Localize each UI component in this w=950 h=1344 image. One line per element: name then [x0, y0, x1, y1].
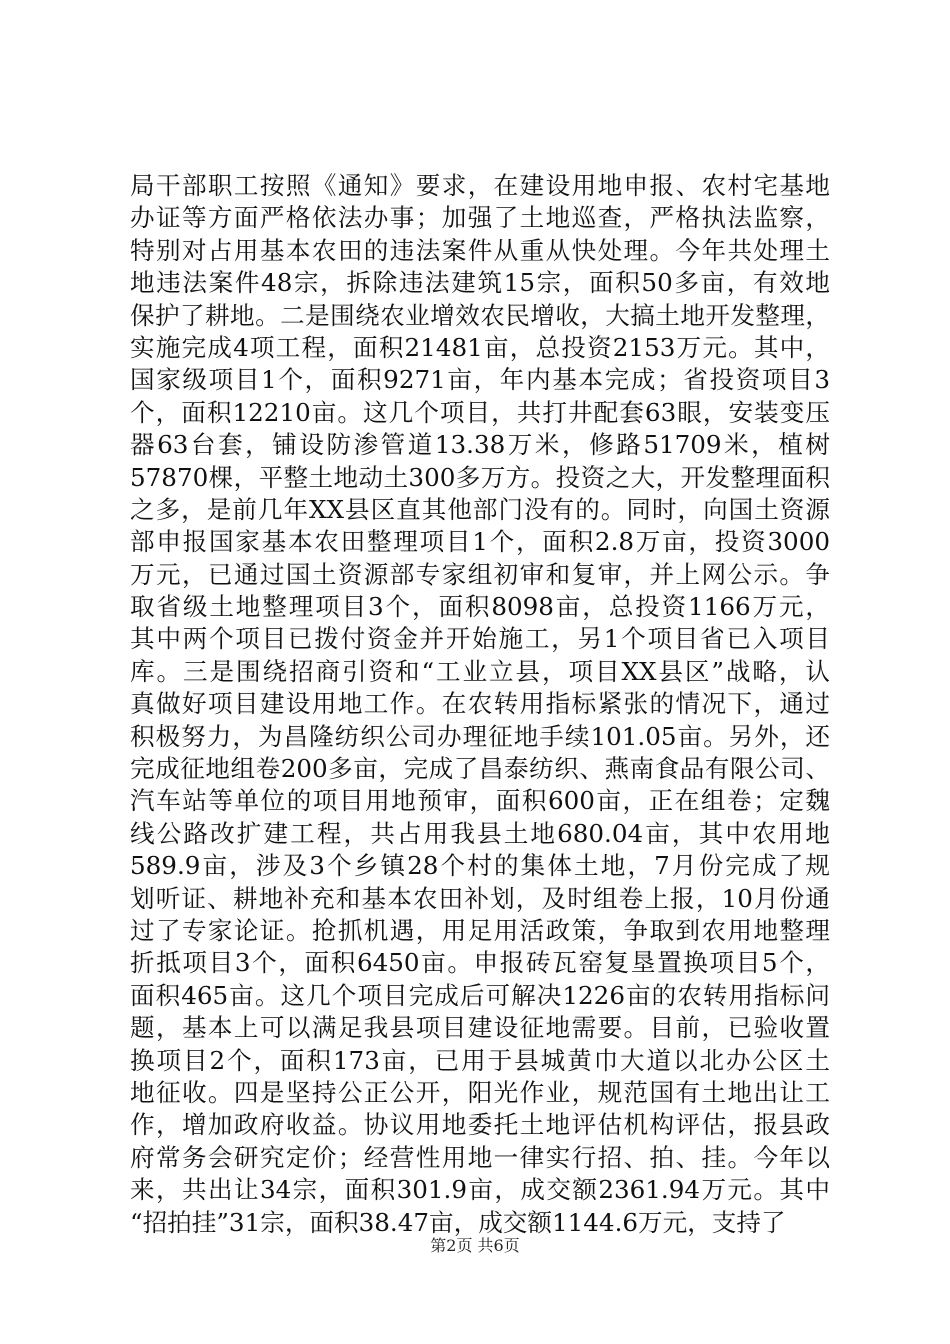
text-line: 其中两个项目已拨付资金并开始施工，另1个项目省已入项目 — [130, 624, 830, 654]
text-line: 部申报国家基本农田整理项目1个，面积2.8万亩，投资3000 — [130, 527, 830, 557]
text-line: 万元，已通过国土资源部专家组初审和复审，并上网公示。争 — [130, 559, 830, 589]
text-line: 取省级土地整理项目3个，面积8098亩，总投资1166万元， — [130, 592, 830, 622]
text-line: 实施完成4项工程，面积21481亩，总投资2153万元。其中， — [130, 332, 830, 362]
text-line: 来，共出让34宗，面积301.9亩，成交额2361.94万元。其中 — [130, 1175, 830, 1205]
text-line: “招拍挂”31宗，面积38.47亩，成交额1144.6万元，支持了 — [130, 1207, 786, 1237]
text-line: 府常务会研究定价；经营性用地一律实行招、拍、挂。今年以 — [130, 1142, 830, 1172]
text-line: 57870棵，平整土地动土300多万方。投资之大，开发整理面积 — [130, 462, 830, 492]
text-line: 个，面积12210亩。这几个项目，共打井配套63眼，安装变压 — [130, 397, 830, 427]
page-number-footer: 第2页 共6页 — [430, 1236, 520, 1255]
text-line: 过了专家论证。抢抓机遇，用足用活政策，争取到农用地整理 — [130, 915, 830, 945]
text-line: 局干部职工按照《通知》要求，在建设用地申报、农村宅基地 — [130, 171, 830, 200]
text-line: 特别对占用基本农田的违法案件从重从快处理。今年共处理土 — [130, 235, 830, 265]
text-line: 589.9亩，涉及3个乡镇28个村的集体土地，7月份完成了规 — [130, 851, 830, 881]
text-line: 之多，是前几年XX县区直其他部门没有的。同时，向国土资源 — [130, 494, 830, 524]
text-line: 器63台套，铺设防渗管道13.38万米，修路51709米，植树 — [130, 430, 830, 460]
text-line: 线公路改扩建工程，共占用我县土地680.04亩，其中农用地 — [130, 818, 830, 848]
text-line: 题，基本上可以满足我县项目建设征地需要。目前，已验收置 — [130, 1013, 830, 1043]
text-line: 积极努力，为昌隆纺织公司办理征地手续101.05亩。另外，还 — [130, 721, 830, 751]
body-paragraph — [130, 170, 830, 1239]
text-line: 作，增加政府收益。协议用地委托土地评估机构评估，报县政 — [130, 1110, 830, 1140]
text-line: 换项目2个，面积173亩，已用于县城黄巾大道以北办公区土 — [130, 1045, 830, 1075]
text-line: 划听证、耕地补充和基本农田补划，及时组卷上报，10月份通 — [130, 883, 830, 913]
text-line: 完成征地组卷200多亩，完成了昌泰纺织、燕南食品有限公司、 — [130, 754, 830, 784]
text-line: 地违法案件48宗，拆除违法建筑15宗，面积50多亩，有效地 — [130, 268, 830, 298]
text-line: 真做好项目建设用地工作。在农转用指标紧张的情况下，通过 — [130, 689, 830, 719]
text-line: 地征收。四是坚持公正公开，阳光作业，规范国有土地出让工 — [130, 1077, 830, 1107]
text-line: 国家级项目1个，面积9271亩，年内基本完成；省投资项目3 — [130, 365, 830, 395]
text-line: 保护了耕地。二是围绕农业增效农民增收，大搞土地开发整理， — [130, 300, 830, 330]
text-line: 办证等方面严格依法办事；加强了土地巡查，严格执法监察， — [130, 203, 830, 233]
text-line: 面积465亩。这几个项目完成后可解决1226亩的农转用指标问 — [130, 980, 830, 1010]
text-line: 库。三是围绕招商引资和“工业立县，项目XX县区”战略，认 — [130, 656, 830, 686]
text-line: 汽车站等单位的项目用地预审，面积600亩，正在组卷；定魏 — [130, 786, 830, 816]
text-line: 折抵项目3个，面积6450亩。申报砖瓦窑复垦置换项目5个， — [130, 948, 830, 978]
